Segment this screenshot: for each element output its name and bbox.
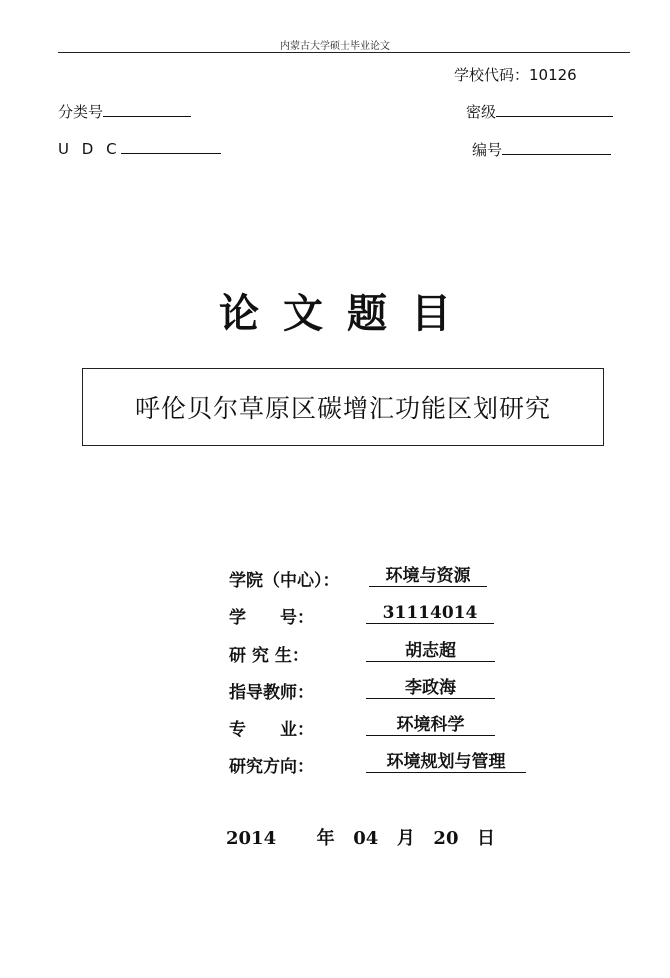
- student-label: 研 究 生：: [229, 646, 309, 666]
- number-blank: [502, 140, 611, 155]
- student-value: 胡志超: [366, 641, 495, 662]
- header-rule: [58, 52, 630, 53]
- secret-level-blank: [496, 102, 613, 117]
- secret-level-label: 密级: [466, 103, 497, 121]
- date-year: 2014: [226, 828, 277, 849]
- student-id-value: 31114014: [366, 603, 494, 624]
- advisor-label: 指导教师：: [229, 683, 314, 703]
- main-heading: 论文题目: [219, 290, 475, 337]
- school-code: 学校代码：10126: [454, 66, 577, 84]
- direction-value: 环境规划与管理: [366, 752, 526, 773]
- thesis-title: 呼伦贝尔草原区碳增汇功能区划研究: [134, 394, 551, 423]
- running-header: 内蒙古大学硕士毕业论文: [280, 41, 390, 52]
- secret-level-field: [466, 101, 613, 122]
- udc-blank: [121, 139, 221, 154]
- number-field: [472, 139, 611, 160]
- college-label: 学院（中心）：: [229, 571, 340, 591]
- udc-field: [58, 139, 221, 158]
- date-day: 20: [433, 828, 459, 849]
- classification-blank: [103, 102, 191, 117]
- classification-field: [58, 101, 191, 122]
- number-label: 编号: [472, 141, 503, 159]
- direction-label: 研究方向：: [229, 757, 314, 777]
- student-id-label: 学 号：: [229, 608, 314, 628]
- major-value: 环境科学: [366, 715, 495, 736]
- major-label: 专 业：: [229, 720, 314, 740]
- date-year-unit: 年: [316, 828, 335, 849]
- date-month-unit: 月: [396, 828, 415, 849]
- advisor-value: 李政海: [366, 678, 495, 699]
- udc-label: U D C: [58, 140, 121, 158]
- college-value: 环境与资源: [369, 566, 487, 587]
- thesis-title-box: [82, 368, 604, 446]
- date-month: 04: [353, 828, 379, 849]
- submission-date: [226, 824, 495, 850]
- date-day-unit: 日: [477, 828, 496, 849]
- classification-label: 分类号: [58, 103, 104, 121]
